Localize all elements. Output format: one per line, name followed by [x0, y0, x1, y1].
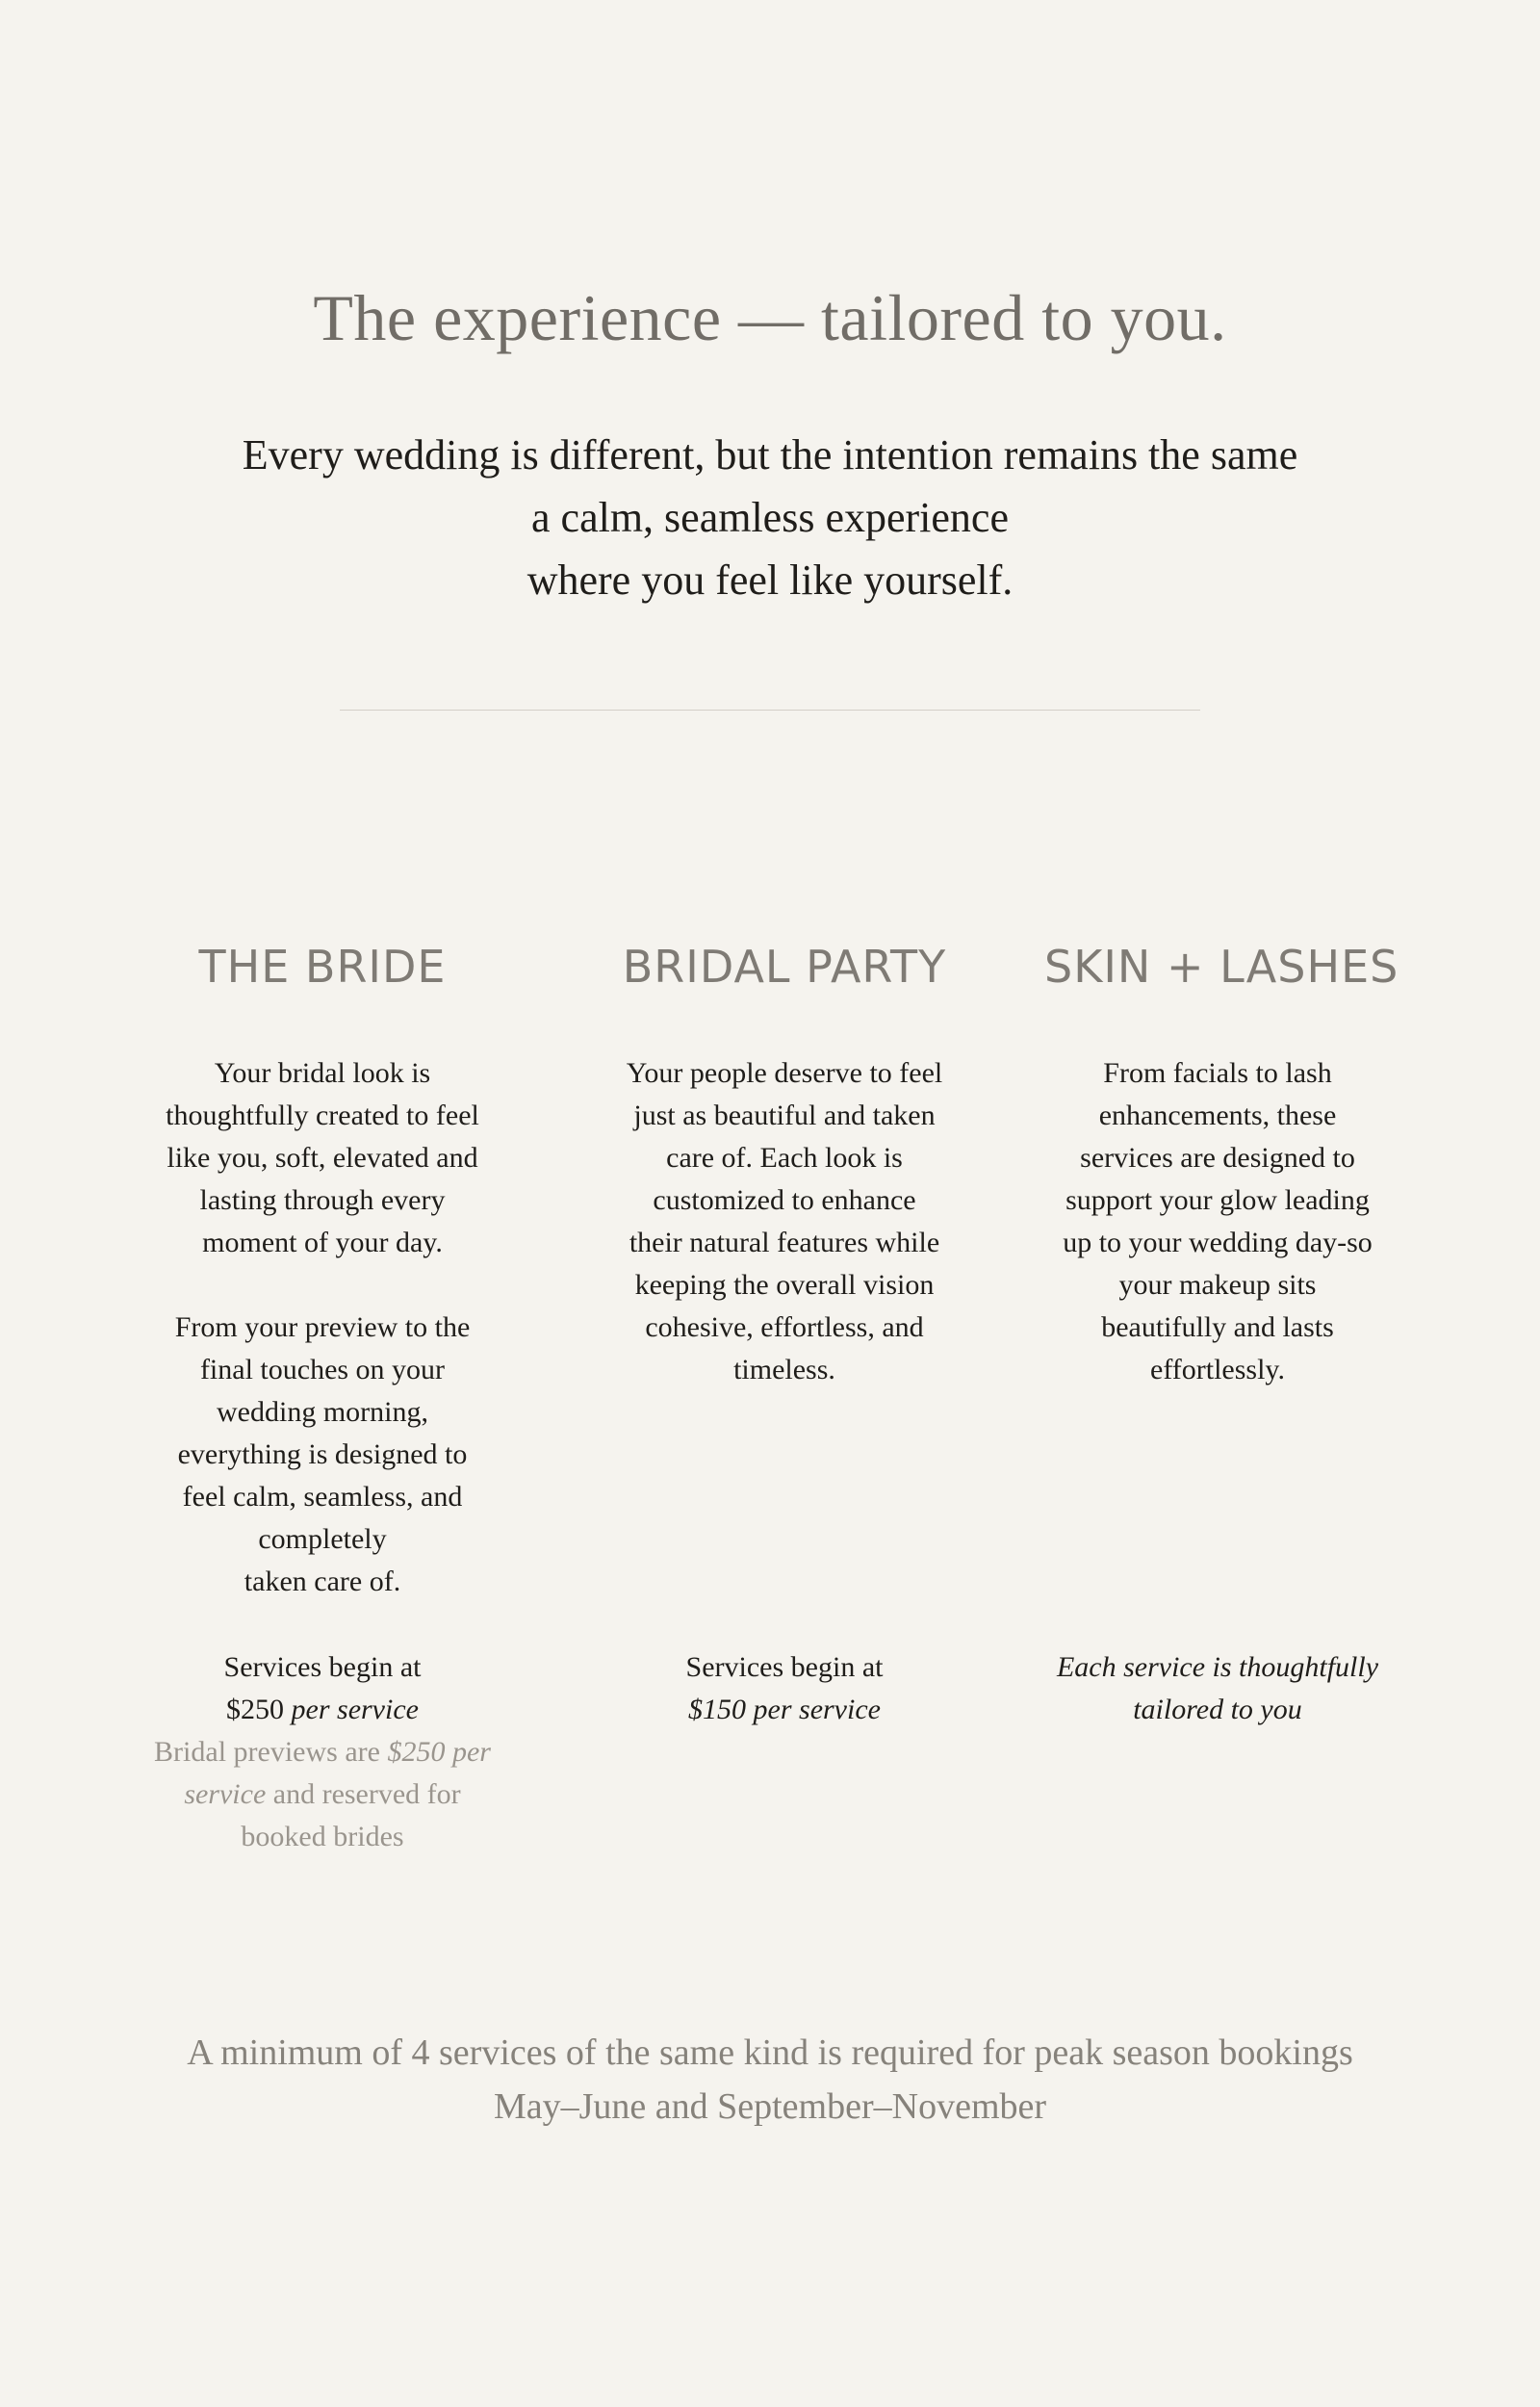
text-line: services are designed to — [1080, 1142, 1355, 1174]
price-unit: per service — [291, 1694, 419, 1725]
preview-price: service — [184, 1778, 267, 1810]
text-line: final touches on your — [199, 1354, 446, 1385]
text-line: taken care of. — [244, 1566, 401, 1597]
section-divider — [340, 710, 1200, 711]
service-column-bridal-party — [606, 939, 962, 1725]
note-line — [1044, 1689, 1391, 1731]
text-line: moment of your day. — [202, 1227, 443, 1258]
column-description — [1044, 1052, 1391, 1391]
price-value — [606, 1689, 962, 1731]
text-line: thoughtfully created to feel — [166, 1100, 479, 1131]
text-line: Your people deserve to feel — [626, 1057, 943, 1089]
footer-line: A minimum of 4 services of the same kind is required for peak season bookings — [187, 2032, 1353, 2073]
column-heading: THE BRIDE — [198, 941, 447, 993]
preview-note: booked brides — [241, 1821, 404, 1852]
note-text: tailored to you — [1133, 1694, 1302, 1725]
text-line: cohesive, effortless, and — [645, 1311, 924, 1343]
text-line: Your bridal look is — [214, 1057, 431, 1089]
column-description — [144, 1052, 500, 1603]
column-pricing — [606, 1646, 962, 1731]
text-line: keeping the overall vision — [634, 1269, 935, 1301]
text-line: support your glow leading — [1065, 1184, 1370, 1216]
page-title: The experience — tailored to you. — [313, 281, 1227, 354]
text-line: customized to enhance — [653, 1184, 916, 1216]
price-label: Services begin at — [685, 1651, 884, 1683]
preview-note-text: Bridal previews are — [154, 1736, 380, 1768]
note-line — [1044, 1646, 1391, 1689]
booking-requirement-note — [0, 2026, 1540, 2134]
column-note — [1044, 1646, 1391, 1731]
text-line: everything is designed to — [177, 1438, 468, 1470]
service-column-skin-lashes — [1044, 939, 1399, 1725]
intro-line: Every wedding is different, but the intention remains the same — [242, 431, 1298, 479]
text-line: their natural features while — [629, 1227, 940, 1258]
footer-line: May–June and September–November — [493, 2086, 1047, 2127]
text-line: completely — [258, 1523, 387, 1555]
price-amount: $250 — [226, 1694, 285, 1725]
intro-text — [0, 424, 1540, 611]
preview-note — [144, 1773, 500, 1816]
text-line: like you, soft, elevated and — [167, 1142, 478, 1174]
column-pricing — [144, 1646, 500, 1858]
preview-note — [144, 1731, 500, 1773]
text-line: your makeup sits — [1118, 1269, 1317, 1301]
text-line: From facials to lash — [1103, 1057, 1332, 1089]
text-line: wedding morning, — [217, 1396, 428, 1428]
text-line: effortlessly. — [1150, 1354, 1285, 1385]
price-label: Services begin at — [223, 1651, 422, 1683]
preview-note-text: and reserved for — [272, 1778, 461, 1810]
text-line: just as beautiful and taken — [633, 1100, 936, 1131]
text-line: enhancements, these — [1098, 1100, 1337, 1131]
service-column-bride — [144, 939, 500, 1852]
intro-line: where you feel like yourself. — [526, 556, 1014, 604]
text-line: care of. Each look is — [666, 1142, 903, 1174]
column-description — [606, 1052, 962, 1391]
note-text: Each service is thoughtfully — [1056, 1651, 1379, 1683]
text-line: beautifully and lasts — [1101, 1311, 1334, 1343]
price-amount: $150 per service — [688, 1694, 881, 1725]
intro-line: a calm, seamless experience — [531, 494, 1009, 541]
text-line: From your preview to the — [174, 1311, 471, 1343]
text-line: lasting through every — [199, 1184, 446, 1216]
preview-price: $250 per — [387, 1736, 491, 1768]
text-line: timeless. — [733, 1354, 835, 1385]
column-heading: SKIN + LASHES — [1044, 941, 1399, 993]
price-value — [144, 1689, 500, 1731]
column-heading: BRIDAL PARTY — [622, 941, 947, 993]
text-line: feel calm, seamless, and — [182, 1481, 463, 1513]
text-line: up to your wedding day-so — [1063, 1227, 1373, 1258]
